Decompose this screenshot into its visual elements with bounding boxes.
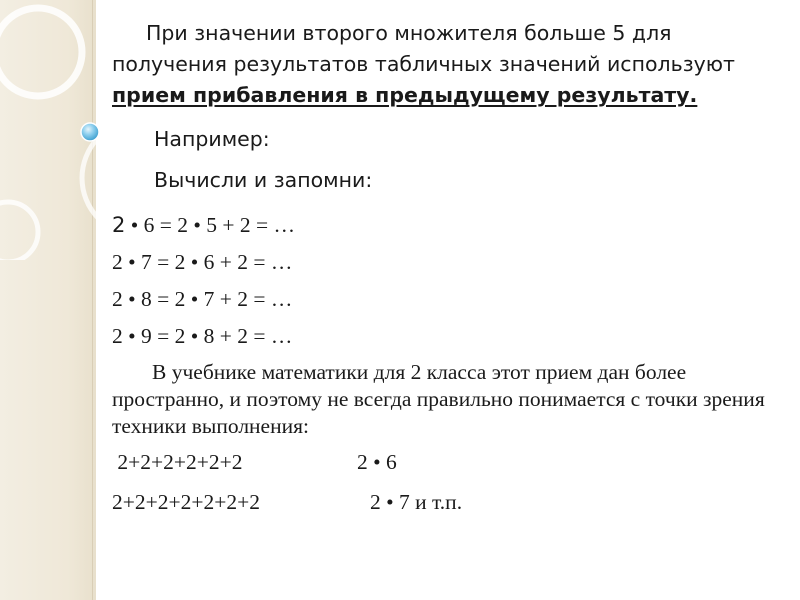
- sum-row-2-left: 2+2+2+2+2+2+2: [112, 490, 261, 514]
- textbook-paragraph: В учебнике математики для 2 класса этот прием дан более пространно, и поэтому не всегда правильно понимается с точки зрения техники выполнения:: [112, 360, 765, 438]
- equation-1-lead: 2: [112, 213, 126, 237]
- equation-line-2: 2 • 7 = 2 • 6 + 2 = …: [112, 250, 293, 274]
- small-ring: [0, 202, 38, 260]
- equation-1-rest: • 6 = 2 • 5 + 2 = …: [125, 213, 296, 237]
- equation-line-3: 2 • 8 = 2 • 7 + 2 = …: [112, 287, 293, 311]
- sum-row-1: [112, 442, 782, 482]
- task-label: Вычисли и запомни:: [154, 168, 373, 192]
- equation-line-1: [112, 207, 782, 244]
- equation-line-4: 2 • 9 = 2 • 8 + 2 = …: [112, 324, 293, 348]
- intro-text: При значении второго множителя больше 5 для получения результатов табличных значений используют: [112, 21, 735, 76]
- content: [112, 18, 782, 522]
- sum-row-2: [112, 482, 782, 522]
- large-ring: [0, 8, 82, 96]
- sum-row-2-right: 2 • 7 и т.п.: [370, 490, 463, 514]
- sum-row-1-left: 2+2+2+2+2+2: [112, 450, 243, 474]
- blue-bubble: [81, 123, 99, 141]
- sum-row-1-right: 2 • 6: [357, 450, 397, 474]
- example-label: Например:: [154, 127, 270, 151]
- intro-paragraph: [112, 18, 782, 111]
- intro-emphasis: прием прибавления в предыдущему результату.: [112, 83, 698, 107]
